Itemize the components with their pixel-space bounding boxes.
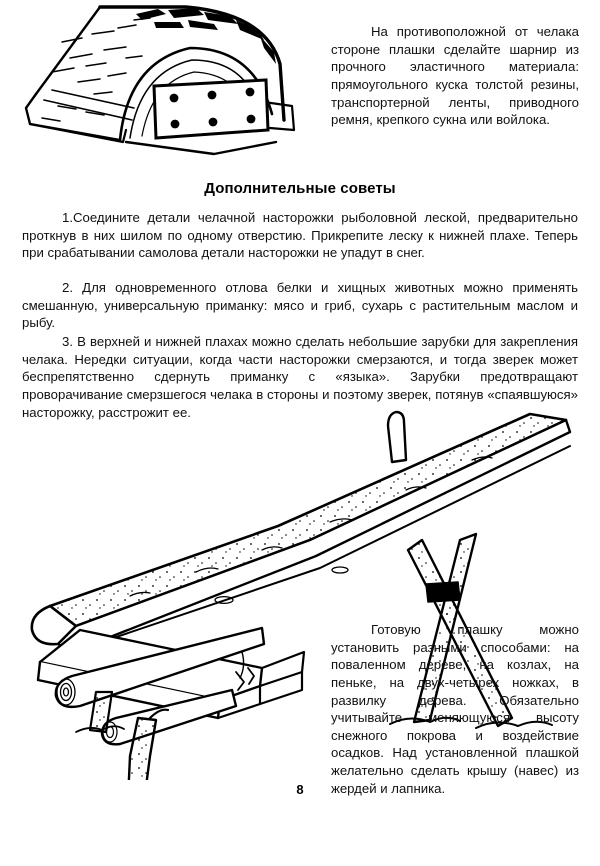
figure-plashka-hinge — [8, 2, 308, 157]
bottom-right-paragraph: Готовую плашку можно установить разными способами: на поваленном дереве, на козлах, на пеньке, на двух-четырех ножках, в развилку дерева. Обязательно учитывайте меняющуюся высоту снежного покрова и воздействие осадков. Над установленной плашкой желательно сделать крышу (навес) из жердей и лапника. — [331, 622, 579, 796]
page-number: 8 — [296, 782, 304, 797]
plashka-hinge-drawing — [8, 2, 308, 157]
top-right-paragraph: На противоположной от челака стороне плашки сделайте шарнир из прочного эластичного материала: прямоугольного куска толстой резины, транспортерной ленты, приводного ремня, крепкого сукна или войлока. — [331, 24, 579, 128]
rubber-hinge-plate — [154, 80, 268, 138]
tip-item-3: 3. В верхней и нижней плахах можно сделать небольшие зарубки для закрепления челака. Нередки ситуации, когда части насторожки смерзаются, и тогда зверек может беспрепятственно сдернуть приманку с «языка». Зарубки предотвращают проворачивание смерзшегося челака в стороны и поэтому зверек, потянув «спаявшуюся» насторожку, расстрожит ее. — [22, 334, 578, 420]
section-heading: Дополнительные советы — [204, 180, 396, 198]
wood-grain — [42, 18, 150, 121]
tip-item-2: 2. Для одновременного отлова белки и хищных животных можно применять смешанную, универсальную приманку: мясо и гриб, сухарь с растительным маслом и рыбу. — [22, 280, 578, 331]
tip-item-1: 1.Соедините детали челачной насторожки рыболовной леской, предварительно проткнув в них шилом по одному отверстию. Прикрепите леску к нижней плахе. Теперь при срабатывании самолова детали насторожки не упадут в снег. — [22, 210, 578, 261]
